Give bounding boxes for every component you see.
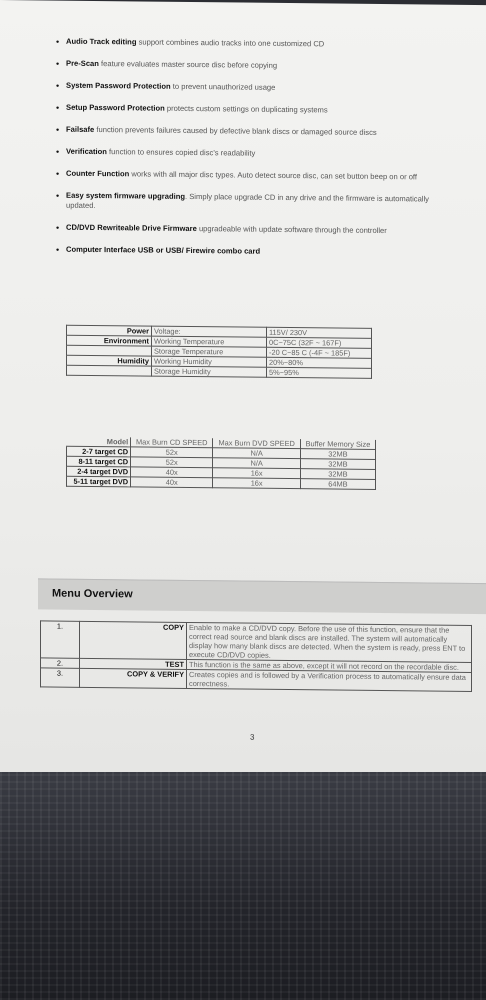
spec-value: -20 C~85 C (-4F ~ 185F) — [267, 347, 372, 358]
spec-value: 20%~80% — [267, 357, 372, 368]
header-model: Model — [67, 437, 131, 447]
feature-list — [56, 37, 436, 271]
cd-speed-cell: 52x — [131, 447, 213, 458]
feature-item: • Setup Password Protection protects custom settings on duplicating systems — [56, 103, 436, 117]
menu-description: Creates copies and is followed by a Verification process to automatically ensure data correctness. — [187, 669, 472, 691]
table-row — [67, 365, 372, 378]
cd-speed-cell: 52x — [131, 457, 213, 468]
spec-value: 0C~75C (32F ~ 167F) — [267, 337, 372, 348]
menu-description: Enable to make a CD/DVD copy. Before the use of this function, ensure that the correct read source and blank discs are installed. The system will automatically display how many blank discs are detected. When the system is ready, press ENT to execute CD/DVD copies. — [187, 622, 472, 662]
feature-item: • Computer Interface USB or USB/ Firewire combo card — [56, 245, 436, 259]
spec-group-label — [67, 365, 152, 376]
spec-param: Voltage: — [152, 326, 267, 337]
buffer-cell: 32MB — [300, 459, 375, 470]
model-cell: 8-11 target CD — [67, 456, 131, 467]
menu-name: COPY & VERIFY — [80, 668, 187, 688]
feature-item: • Verification function to ensures copied disc's readability — [56, 147, 436, 161]
model-cell: 2-4 target DVD — [67, 466, 131, 477]
feature-item: • Failsafe function prevents failures caused by defective blank discs or damaged source discs — [56, 125, 436, 139]
feature-item: • Pre-Scan feature evaluates master source disc before copying — [56, 59, 436, 73]
spec-param: Storage Temperature — [152, 346, 267, 357]
spec-group-label: Humidity — [67, 355, 152, 366]
spec-param: Storage Humidity — [152, 366, 267, 377]
spec-param: Working Humidity — [152, 356, 267, 367]
header-dvd-speed: Max Burn DVD SPEED — [213, 438, 301, 448]
section-title: Menu Overview — [52, 587, 133, 601]
dvd-speed-cell: N/A — [213, 448, 301, 459]
cd-speed-cell: 40x — [131, 467, 213, 478]
menu-number: 1. — [41, 621, 80, 658]
menu-name: TEST — [80, 658, 187, 669]
burn-speed-table — [66, 437, 376, 490]
table-row — [41, 621, 472, 663]
feature-item: • Counter Function works with all major disc types. Auto detect source disc, can set button beep on or off — [56, 169, 436, 183]
feature-item: • Audio Track editing support combines audio tracks into one customized CD — [56, 37, 436, 51]
menu-number: 2. — [41, 658, 80, 668]
feature-item: • Easy system firmware upgrading. Simply place upgrade CD in any drive and the firmware is automatically updated. — [56, 191, 436, 215]
section-heading-band — [38, 578, 486, 614]
header-cd-speed: Max Burn CD SPEED — [131, 437, 213, 447]
buffer-cell: 64MB — [300, 479, 375, 490]
environment-spec-table — [66, 325, 372, 379]
feature-item: • CD/DVD Rewriteable Drive Firmware upgradeable with update software through the controller — [56, 223, 436, 237]
feature-item: • System Password Protection to prevent unauthorized usage — [56, 81, 436, 95]
menu-number: 3. — [41, 668, 80, 687]
cd-speed-cell: 40x — [131, 477, 213, 488]
page-number: 3 — [250, 732, 255, 742]
dvd-speed-cell: 16x — [213, 468, 301, 479]
table-row — [41, 668, 472, 692]
header-buffer: Buffer Memory Size — [300, 439, 375, 449]
model-cell: 2-7 target CD — [67, 446, 131, 457]
spec-param: Working Temperature — [152, 336, 267, 347]
spec-group-label: Environment — [67, 335, 152, 346]
buffer-cell: 32MB — [300, 449, 375, 460]
background-fabric — [0, 772, 486, 1000]
dvd-speed-cell: N/A — [213, 458, 301, 469]
spec-value: 115V/ 230V — [267, 327, 372, 338]
menu-overview-table — [40, 620, 472, 692]
menu-name: COPY — [80, 621, 187, 659]
menu-description: This function is the same as above, except it will not record on the recordable disc. — [187, 659, 472, 672]
spec-group-label: Power — [67, 325, 152, 336]
buffer-cell: 32MB — [300, 469, 375, 480]
model-cell: 5-11 target DVD — [67, 476, 131, 487]
spec-value: 5%~95% — [267, 367, 372, 378]
dvd-speed-cell: 16x — [213, 478, 301, 489]
